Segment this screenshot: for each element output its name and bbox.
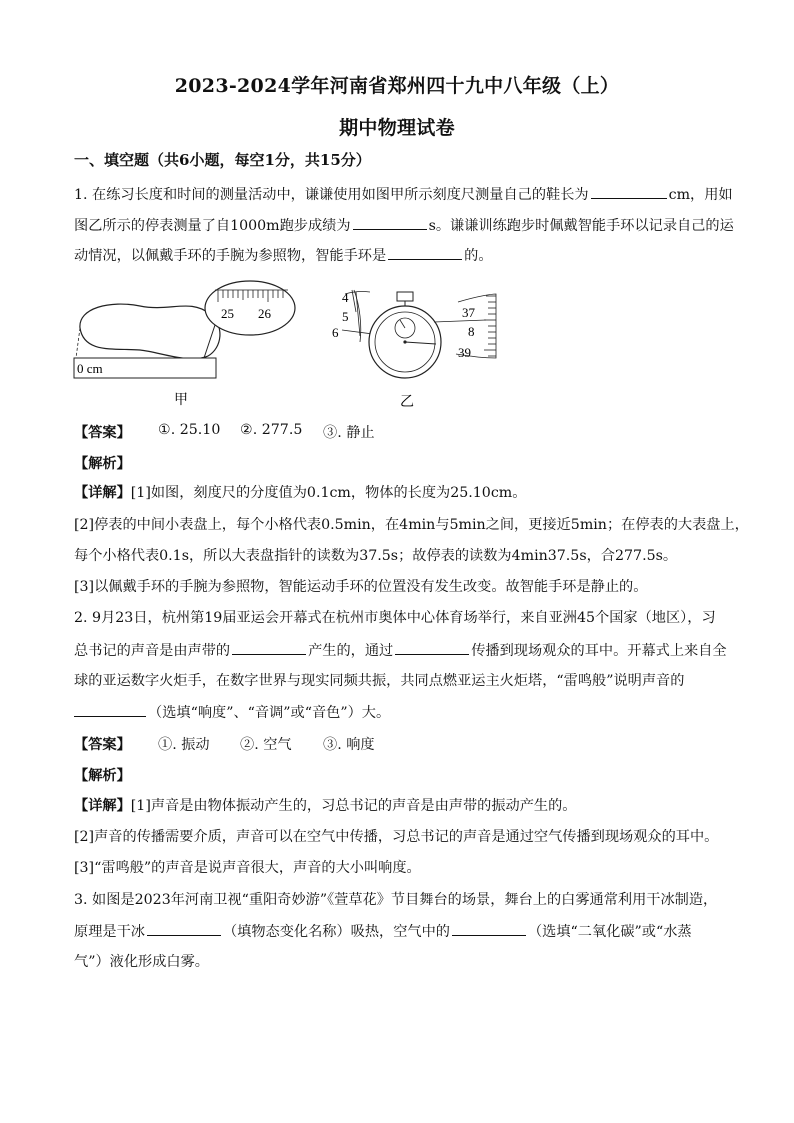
q1-text: 的。 bbox=[464, 248, 493, 264]
big-dial-39: 39 bbox=[458, 345, 471, 360]
big-dial-37: 37 bbox=[462, 305, 475, 320]
q2-line-1: 2. 9月23日，杭州第19届亚运会开幕式在杭州市奥体中心体育场举行，来自亚洲45个国家（地区），习 bbox=[74, 610, 716, 626]
q2-detail-2: [2]声音的传播需要介质，声音可以在空气中传播，习总书记的声音是通过空气传播到现场观众的耳中。 bbox=[74, 829, 719, 845]
q1-detail-1: 【详解】[1]如图，刻度尺的分度值为0.1cm，物体的长度为25.10cm。 bbox=[74, 485, 527, 501]
big-dial-ticks bbox=[484, 296, 496, 356]
q2-analysis-tag: 【解析】 bbox=[74, 768, 131, 784]
magnifier-label-26: 26 bbox=[258, 306, 271, 321]
q1-detail-2: [2]停表的中间小表盘上，每个小格代表0.5min，在4min与5min之间，更接近5min；在停表的大表盘上， bbox=[74, 517, 749, 533]
q1-text: 图乙所示的停表测量了自1000m跑步成绩为 bbox=[74, 218, 351, 234]
q1-answer-2: ②. 277.5 bbox=[240, 422, 303, 438]
q1-text: 动情况，以佩戴手环的手腕为参照物，智能手环是 bbox=[74, 248, 387, 264]
q1-text: 1. 在练习长度和时间的测量活动中，谦谦使用如图甲所示刻度尺测量自己的鞋长为 bbox=[74, 187, 589, 203]
q3-line-3: 气”）液化形成白雾。 bbox=[74, 954, 209, 970]
q1-detail-4: [3]以佩戴手环的手腕为参照物，智能运动手环的位置没有发生改变。故智能手环是静止的。 bbox=[74, 579, 648, 595]
ruler-zero-label: 0 cm bbox=[77, 361, 103, 376]
q1-text: cm，用如 bbox=[668, 187, 733, 203]
q1-line-2 bbox=[74, 215, 734, 236]
q1-line-1 bbox=[74, 184, 733, 205]
q3-line-2: 原理是干冰 （填物态变化名称）吸热，空气中的 （选填“二氧化碳”或“水蒸 bbox=[74, 921, 692, 942]
section-heading: 一、填空题（共6小题，每空1分，共15分） bbox=[74, 151, 371, 169]
figure-caption-yi: 乙 bbox=[400, 395, 414, 410]
small-dial-5: 5 bbox=[342, 309, 349, 324]
answer-blank[interactable] bbox=[452, 921, 526, 936]
q1-detail-3: 每个小格代表0.1s，所以大表盘指针的读数为37.5s；故停表的读数为4min37.5s，合277.5s。 bbox=[74, 548, 678, 564]
exam-subtitle: 期中物理试卷 bbox=[339, 117, 455, 139]
answer-blank[interactable] bbox=[232, 640, 306, 655]
small-dial-6: 6 bbox=[332, 325, 339, 340]
answer-blank[interactable] bbox=[353, 215, 427, 230]
answer-blank[interactable] bbox=[591, 184, 667, 199]
magnifier-label-25: 25 bbox=[221, 306, 234, 321]
big-dial-8: 8 bbox=[468, 324, 475, 339]
q2-line-3: 球的亚运数字火炬手，在数字世界与现实同频共振，共同点燃亚运主火炬塔，“雷鸣般”说明声音的 bbox=[74, 673, 685, 689]
figure-yi bbox=[330, 286, 510, 410]
answer-blank[interactable] bbox=[147, 921, 221, 936]
exam-title: 2023-2024学年河南省郑州四十九中八年级（上） bbox=[174, 75, 620, 97]
q2-detail-1: 【详解】[1]声音是由物体振动产生的，习总书记的声音是由声带的振动产生的。 bbox=[74, 798, 577, 814]
shoe-outline bbox=[80, 304, 220, 359]
q3-line-1: 3. 如图是2023年河南卫视“重阳奇妙游”《萱草花》节目舞台的场景，舞台上的白雾通常利用干冰制造， bbox=[74, 892, 718, 908]
answer-blank[interactable] bbox=[388, 245, 462, 260]
answer-blank[interactable] bbox=[395, 640, 469, 655]
answer-blank[interactable] bbox=[74, 702, 146, 717]
q2-answer-tag: 【答案】 bbox=[74, 737, 131, 753]
q2-detail-3: [3]“雷鸣般”的声音是说声音很大，声音的大小叫响度。 bbox=[74, 860, 421, 876]
small-dial-arc bbox=[345, 291, 370, 294]
figure-jia bbox=[70, 278, 310, 408]
q1-answer-3: ③. 静止 bbox=[323, 425, 375, 441]
magnifier-circle bbox=[205, 281, 295, 335]
q1-line-3 bbox=[74, 245, 493, 266]
q1-answer-1: ①. 25.10 bbox=[158, 422, 221, 438]
stopwatch-crown bbox=[397, 292, 413, 301]
q2-line-2: 总书记的声音是由声带的 产生的，通过 传播到现场观众的耳中。开幕式上来自全 bbox=[74, 640, 727, 661]
q1-answer-tag: 【答案】 bbox=[74, 425, 131, 441]
q1-text: s。谦谦训练跑步时佩戴智能手环以记录自己的运 bbox=[428, 218, 734, 234]
q2-line-4: （选填“响度”、“音调”或“音色”）大。 bbox=[74, 702, 390, 723]
q2-answer-1: ①. 振动 bbox=[158, 737, 210, 753]
figure-caption-jia: 甲 bbox=[174, 393, 188, 408]
small-dial-4: 4 bbox=[342, 290, 349, 305]
small-dial-scale bbox=[352, 290, 361, 342]
q2-answer-3: ③. 响度 bbox=[323, 737, 375, 753]
q1-analysis-tag: 【解析】 bbox=[74, 456, 131, 472]
q2-answer-2: ②. 空气 bbox=[240, 737, 292, 753]
